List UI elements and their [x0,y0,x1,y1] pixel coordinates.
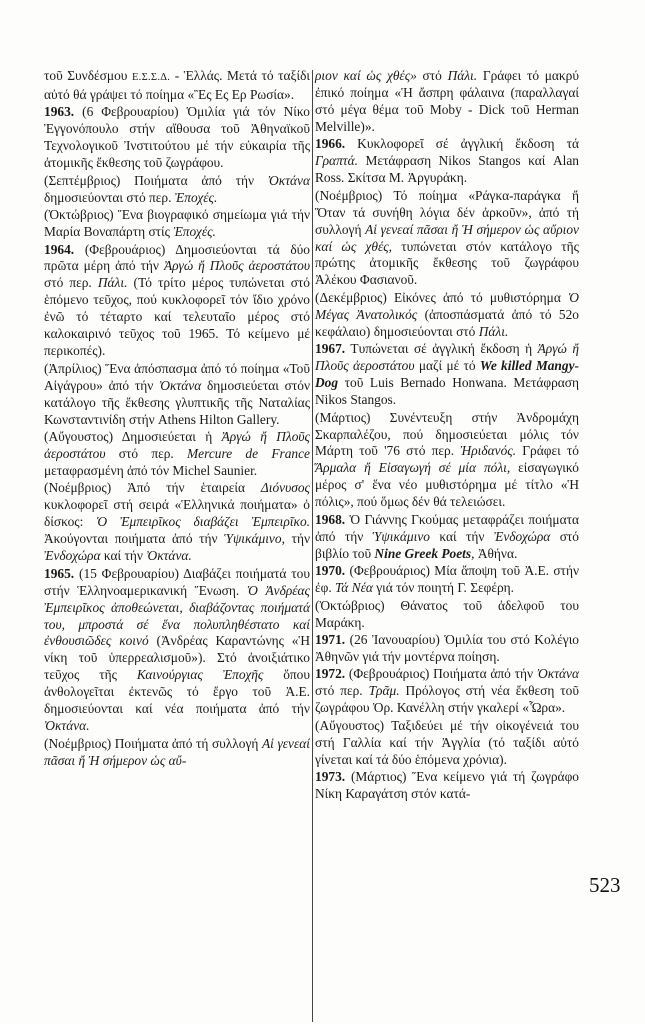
chronology-paragraph [315,68,579,136]
text-run: Διόνυσος [260,480,310,496]
chronology-paragraph [44,736,310,770]
column-divider [312,70,313,1022]
text-run: Πάλι. [97,275,128,291]
text-run: (ἀποσπάσματά ἀπό τό 52ο κεφάλαιο) δημοσιεύονται στό [315,306,579,339]
right-column [315,68,579,803]
text-run: (Νοέμβριος) Τό ποίημα «Ράγκα-παράγκα ἤ Ὅταν τά συνήθη λόγια δέν ἀρκοῦν», ἀπό τή συλλογή [315,187,579,237]
text-run: (Μάρτιος) Συνέντευξη στήν Ἀνδρομάχη Σκαρπαλέζου, πού δημοσιεύεται μόλις τόν Μάρτη τοῦ '76 στό περ. [315,409,579,459]
text-run: Ἐνδοχώρα [44,548,101,564]
text-run: Ὁ Ἀνδρέας Ἐμπειρῖκος ἀποθεώνεται, διαβάζοντας ποιήματά του, μπροστά σέ ἕνα πολυπληθέστατο καί ἐνθουσιῶδες κοινό [44,582,310,649]
text-run: στό περ. [44,275,98,291]
text-run: (Ὀκτώβριος) Ἕνα βιογραφικό σημείωμα γιά τήν Μαρία Βοναπάρτη στίς [44,207,310,240]
text-run: (26 Ἰανουαρίου) Ὁμιλία του στό Κολέγιο Ἀθηνῶν γιά τήν μοντέρνα ποίηση. [315,631,579,664]
text-run: καί τήν [430,528,494,544]
chronology-paragraph [44,480,310,565]
text-run: (6 Φεβρουαρίου) Ὁμιλία γιά τόν Νίκο Ἐγγονόπουλο στήν αἴθουσα τοῦ Ἀθηναϊκοῦ Τεχνολογικοῦ Ἰνστιτούτου μέ τήν εὐκαιρία τῆς ἀτομικῆς ἔκθεσης τοῦ ζωγράφου. [44,104,310,171]
text-run: Ἅρμαλα ἤ Εἰσαγωγή σέ μία πόλι, [315,460,511,476]
chronology-paragraph [44,566,310,736]
text-run: τυπώνεται στόν κατάλογο τῆς πρώτης ἀτομικῆς ἔκθεσης τοῦ ζωγράφου Ἀλέκου Φασιανοῦ. [315,238,579,288]
text-run: (Σεπτέμβριος) Ποιήματα ἀπό τήν [44,172,268,188]
text-run: τοῦ Συνδέσμου [44,68,132,83]
text-run: στό περ. [315,683,369,699]
text-run: (Φεβρουάριος) Δημοσιεύονται τά δύο πρῶτα μέρη ἀπό τήν [44,241,310,274]
chronology-paragraph [44,68,310,104]
year-heading: 1966. [315,136,346,152]
left-column [44,68,310,770]
year-heading: 1971. [315,631,346,647]
text-run: στό βιβλίο τοῦ [315,528,579,561]
text-run: κυκλοφορεῖ στή σειρά «Ἑλληνικά ποιήματα» ὁ δίσκος: [44,497,310,530]
text-run: Nine Greek Poets [374,545,472,561]
text-run: Αἱ γενεαί πᾶσαι ἤ Ἡ σήμερον ὡς αὔ- [44,735,310,768]
chronology-paragraph [44,207,310,241]
text-run: καί τήν [100,548,147,564]
chronology-paragraph [315,598,579,632]
chronology-paragraph [315,563,579,597]
chronology-paragraph [315,410,579,512]
text-run: Πάλι. [478,323,509,339]
text-run: (Φεβρουάριος) Μία ἄποψη τοῦ Ἀ.Ε. στήν ἐφ. [315,563,579,596]
chronology-paragraph [44,173,310,207]
text-run: (Δεκέμβριος) Εἰκόνες ἀπό τό μυθιστόρημα [315,289,569,305]
text-run: Ἠριδανός. [460,443,517,459]
text-run: (Νοέμβριος) Ἀπό τήν ἑταιρεία [44,480,261,496]
text-run: (Τό τρίτο μέρος τυπώνεται στό ἑπόμενο τεῦχος, πού κυκλοφορεῖ τόν ἴδιο χρόνο ἐνῶ τό τέταρτο καί τελευταῖο μέρος στό καλοκαιρινό τεῦχος τοῦ 1965. Τό κείμενο μέ περικοπές). [44,275,310,359]
text-run: Ἀργώ ἤ Πλοῦς ἀεροστάτου [44,429,310,461]
text-run: Γραπτά. [315,153,358,169]
text-run: (Μάρτιος) Ἕνα κείμενο γιά τή ζωγράφο Νίκη Καραγάτση στόν κατά- [315,769,579,802]
text-run: Ὀκτάνα [536,666,579,682]
year-heading: 1973. [315,769,346,785]
text-run: Κυκλοφορεῖ σέ ἀγγλική ἔκδοση τά [345,136,579,152]
text-run: στό [416,68,448,83]
page-number: 523 [589,873,621,897]
text-run: Ἐποχές. [173,224,216,240]
text-run: Ὀκτάνα. [44,718,90,734]
text-run: μεταφρασμένη ἀπό τόν Michel Saunier. [44,462,258,478]
chronology-paragraph [315,632,579,666]
text-run: Ὀκτάνα [267,172,310,188]
text-run: Ὑψικάμινο [372,528,431,544]
text-run: στό περ. [105,445,188,461]
text-run: (Αὔγουστος) Ταξιδεύει μέ τήν οἰκογένειά του στή Γαλλία καί τήν Ἀγγλία (τό ταξίδι αὐτό γίνεται καί τά δύο ἑπόμενα χρόνια). [315,717,579,767]
chronology-paragraph [44,242,310,361]
text-run: γιά τόν ποιητή Γ. Σεφέρη. [372,580,515,596]
year-heading: 1965. [44,565,75,581]
text-run: , Ἀθήνα. [471,545,518,561]
text-run: Ὑψικάμινο [224,531,282,547]
text-run: (Νοέμβριος) Ποιήματα ἀπό τή συλλογή [44,735,262,751]
text-run: Τυπώνεται σέ ἀγγλική ἔκδοση ἡ [345,341,538,357]
text-run: Mercure de France [187,445,310,461]
chronology-paragraph [315,341,579,409]
text-run: τοῦ Luis Bernado Honwana. Μετάφραση Nikos Stangos. [315,375,579,408]
text-run: Ὁ Γιάννης Γκούμας μεταφράζει ποιήματα ἀπό τήν [315,511,579,544]
text-run: δημοσιεύεται στόν κατάλογο τῆς ἔκθεσης γλυπτικῆς τῆς Ναταλίας Κωνσταντινίδη στήν Athens Hilton Gallery. [44,377,310,427]
text-run: ὅπου ἀνθολογεῖται ἐκτενῶς τό ἔργο τοῦ Ἀ.Ε. δημοσιεύονται καί νέα ποιήματα ἀπό τήν [44,667,310,717]
text-run: (Φεβρουάριος) Ποιήματα ἀπό τήν [345,666,537,682]
text-run: (Ὀκτώβριος) Θάνατος τοῦ ἀδελφοῦ του Μαράκη. [315,597,579,630]
year-heading: 1964. [44,241,75,257]
text-run: Πάλι. [447,68,478,83]
text-run: , τήν [281,531,310,547]
text-run: μαζί μέ τό [414,358,480,374]
text-run: Πρόλογος στή νέα ἔκθεση τοῦ ζωγράφου Ὀρ. Κανέλλη στήν γκαλερί «Ὧρα». [315,683,579,716]
text-run: Ἀργώ ἤ Πλοῦς ἀεροστάτου [163,258,310,274]
text-run: Αἱ γενεαί πᾶσαι ἤ Ἡ σήμερον ὡς αὔριον καί ὡς χθές, [315,221,579,254]
text-run: δημοσιεύονται στό περ. [44,189,175,205]
chronology-paragraph [44,361,310,429]
text-run: ριον καί ὡς χθές» [315,68,417,83]
text-run: (Αὔγουστος) Δημοσιεύεται ἡ [44,429,222,445]
text-run: Τά Νέα [335,580,373,596]
chronology-paragraph [315,136,579,187]
text-run: (Ἀπρίλιος) Ἕνα ἀπόσπασμα ἀπό τό ποίημα «Τοῦ Αἰγάγρου» ἀπό τήν [44,360,310,393]
text-run: - Ἑλλάς. Μετά τό ταξίδι αὐτό θά γράψει τό ποίημα «Ἒς Ες Ερ Ρωσία». [44,68,310,102]
text-run: (Ἀνδρέας Καραντώνης «Ἡ νίκη τοῦ ὑπερρεαλισμοῦ»). Στό ἀνοιξιάτικο τεῦχος τῆς [44,633,310,683]
chronology-paragraph [315,718,579,769]
text-run: We killed Mangy-Dog [315,358,579,391]
text-run: Γράφει τό μακρύ ἐπικό ποίημα «Ἡ ἄσπρη φάλαινα (παραλλαγαί στό μέγα θέμα τοῦ Moby - Dick τοῦ Herman Melville)». [315,68,579,134]
year-heading: 1972. [315,666,346,682]
text-run: (15 Φεβρουαρίου) Διαβάζει ποιήματά του στήν Ἑλληνοαμερικανική Ἕνωση. [44,565,310,598]
text-run: Ἐποχές. [174,189,218,205]
text-run: Ἀκούγονται ποιήματα ἀπό τήν [44,531,225,547]
text-run: Καινούργιας Ἐποχῆς [136,667,264,683]
text-run: Ε.Σ.Σ.Δ. [131,72,171,83]
text-run: Τρᾶμ. [368,683,400,699]
text-run: Ἐνδοχώρα [493,528,551,544]
text-run: Μετάφραση Nikos Stangos καί Alan Ross. Σκίτσα Μ. Ἀργυράκη. [315,153,579,186]
chronology-paragraph [315,512,579,563]
year-heading: 1967. [315,341,346,357]
year-heading: 1970. [315,563,346,579]
text-run: Ἀργώ ἤ Πλοῦς ἀεροστάτου [315,341,579,374]
year-heading: 1968. [315,511,346,527]
chronology-paragraph [44,429,310,480]
text-run: Ὀκτάνα [159,377,202,393]
chronology-paragraph [44,104,310,172]
chronology-paragraph [315,290,579,341]
chronology-paragraph [315,769,579,803]
year-heading: 1963. [44,104,75,120]
text-run: εἰσαγωγικό μέρος σ' ἕνα νέο μυθιστόρημα μέ τίτλο «Ἡ πόλις», πού ὅμως δέν θά τελειώσει. [315,460,579,510]
chronology-paragraph [315,188,579,290]
text-run: Γράφει τό [516,443,579,459]
text-run: Ὁ Μέγας Ἀνατολικός [315,289,579,322]
text-run: Ὀκτάνα. [146,548,192,564]
text-run: Ὁ Ἐμπειρῖκος διαβάζει Ἐμπειρῖκο. [96,514,310,530]
chronology-paragraph [315,666,579,717]
